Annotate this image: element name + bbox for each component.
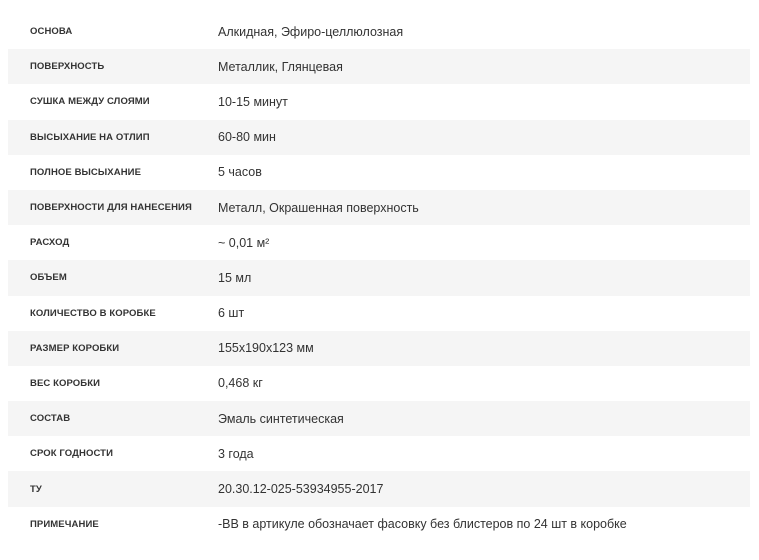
spec-key: ВЕС КОРОБКИ — [30, 377, 101, 389]
spec-row-full-drying — [8, 155, 750, 190]
spec-row-shelf-life — [8, 436, 750, 471]
spec-key: ОСНОВА — [30, 26, 73, 38]
spec-key: СРОК ГОДНОСТИ — [30, 448, 113, 460]
spec-value: 3 года — [218, 446, 254, 461]
spec-value: 10-15 минут — [218, 94, 288, 109]
spec-value: 6 шт — [218, 306, 245, 321]
spec-value: Алкидная, Эфиро-целлюлозная — [218, 24, 404, 39]
spec-row-consumption — [8, 225, 750, 260]
spec-row-application-surfaces — [8, 190, 750, 225]
spec-key: ТУ — [30, 483, 42, 495]
spec-key: ПОВЕРХНОСТИ ДЛЯ НАНЕСЕНИЯ — [30, 202, 192, 214]
spec-row-qty-per-box — [8, 296, 750, 331]
spec-key: ОБЪЕМ — [30, 272, 67, 284]
specs-table — [8, 14, 750, 542]
spec-row-drying-between-coats — [8, 84, 750, 119]
spec-row-composition — [8, 401, 750, 436]
spec-key: КОЛИЧЕСТВО В КОРОБКЕ — [30, 307, 156, 319]
spec-row-tu — [8, 471, 750, 506]
spec-key: ПРИМЕЧАНИЕ — [30, 518, 99, 530]
spec-row-volume — [8, 260, 750, 295]
spec-value: 15 мл — [218, 270, 252, 285]
spec-value: -BB в артикуле обозначает фасовку без блистеров по 24 шт в коробке — [218, 517, 627, 532]
spec-key: СОСТАВ — [30, 413, 71, 425]
spec-row-box-size — [8, 331, 750, 366]
spec-value: 0,468 кг — [218, 376, 263, 391]
spec-value: 20.30.12-025-53934955-2017 — [218, 482, 384, 497]
spec-value: Эмаль синтетическая — [218, 411, 344, 426]
spec-key: СУШКА МЕЖДУ СЛОЯМИ — [30, 96, 150, 108]
spec-row-base — [8, 14, 750, 49]
spec-key: РАСХОД — [30, 237, 70, 249]
spec-value: 155x190x123 мм — [218, 341, 314, 356]
spec-row-note — [8, 507, 750, 542]
spec-value: Металлик, Глянцевая — [218, 59, 343, 74]
spec-key: ВЫСЫХАНИЕ НА ОТЛИП — [30, 131, 150, 143]
spec-value: Металл, Окрашенная поверхность — [218, 200, 419, 215]
spec-key: ПОВЕРХНОСТЬ — [30, 61, 105, 73]
spec-row-surface — [8, 49, 750, 84]
spec-value: 60-80 мин — [218, 130, 276, 145]
spec-key: РАЗМЕР КОРОБКИ — [30, 342, 120, 354]
spec-value: ~ 0,01 м² — [218, 235, 270, 250]
spec-key: ПОЛНОЕ ВЫСЫХАНИЕ — [30, 166, 142, 178]
spec-value: 5 часов — [218, 165, 262, 180]
spec-row-tack-free — [8, 120, 750, 155]
spec-row-box-weight — [8, 366, 750, 401]
